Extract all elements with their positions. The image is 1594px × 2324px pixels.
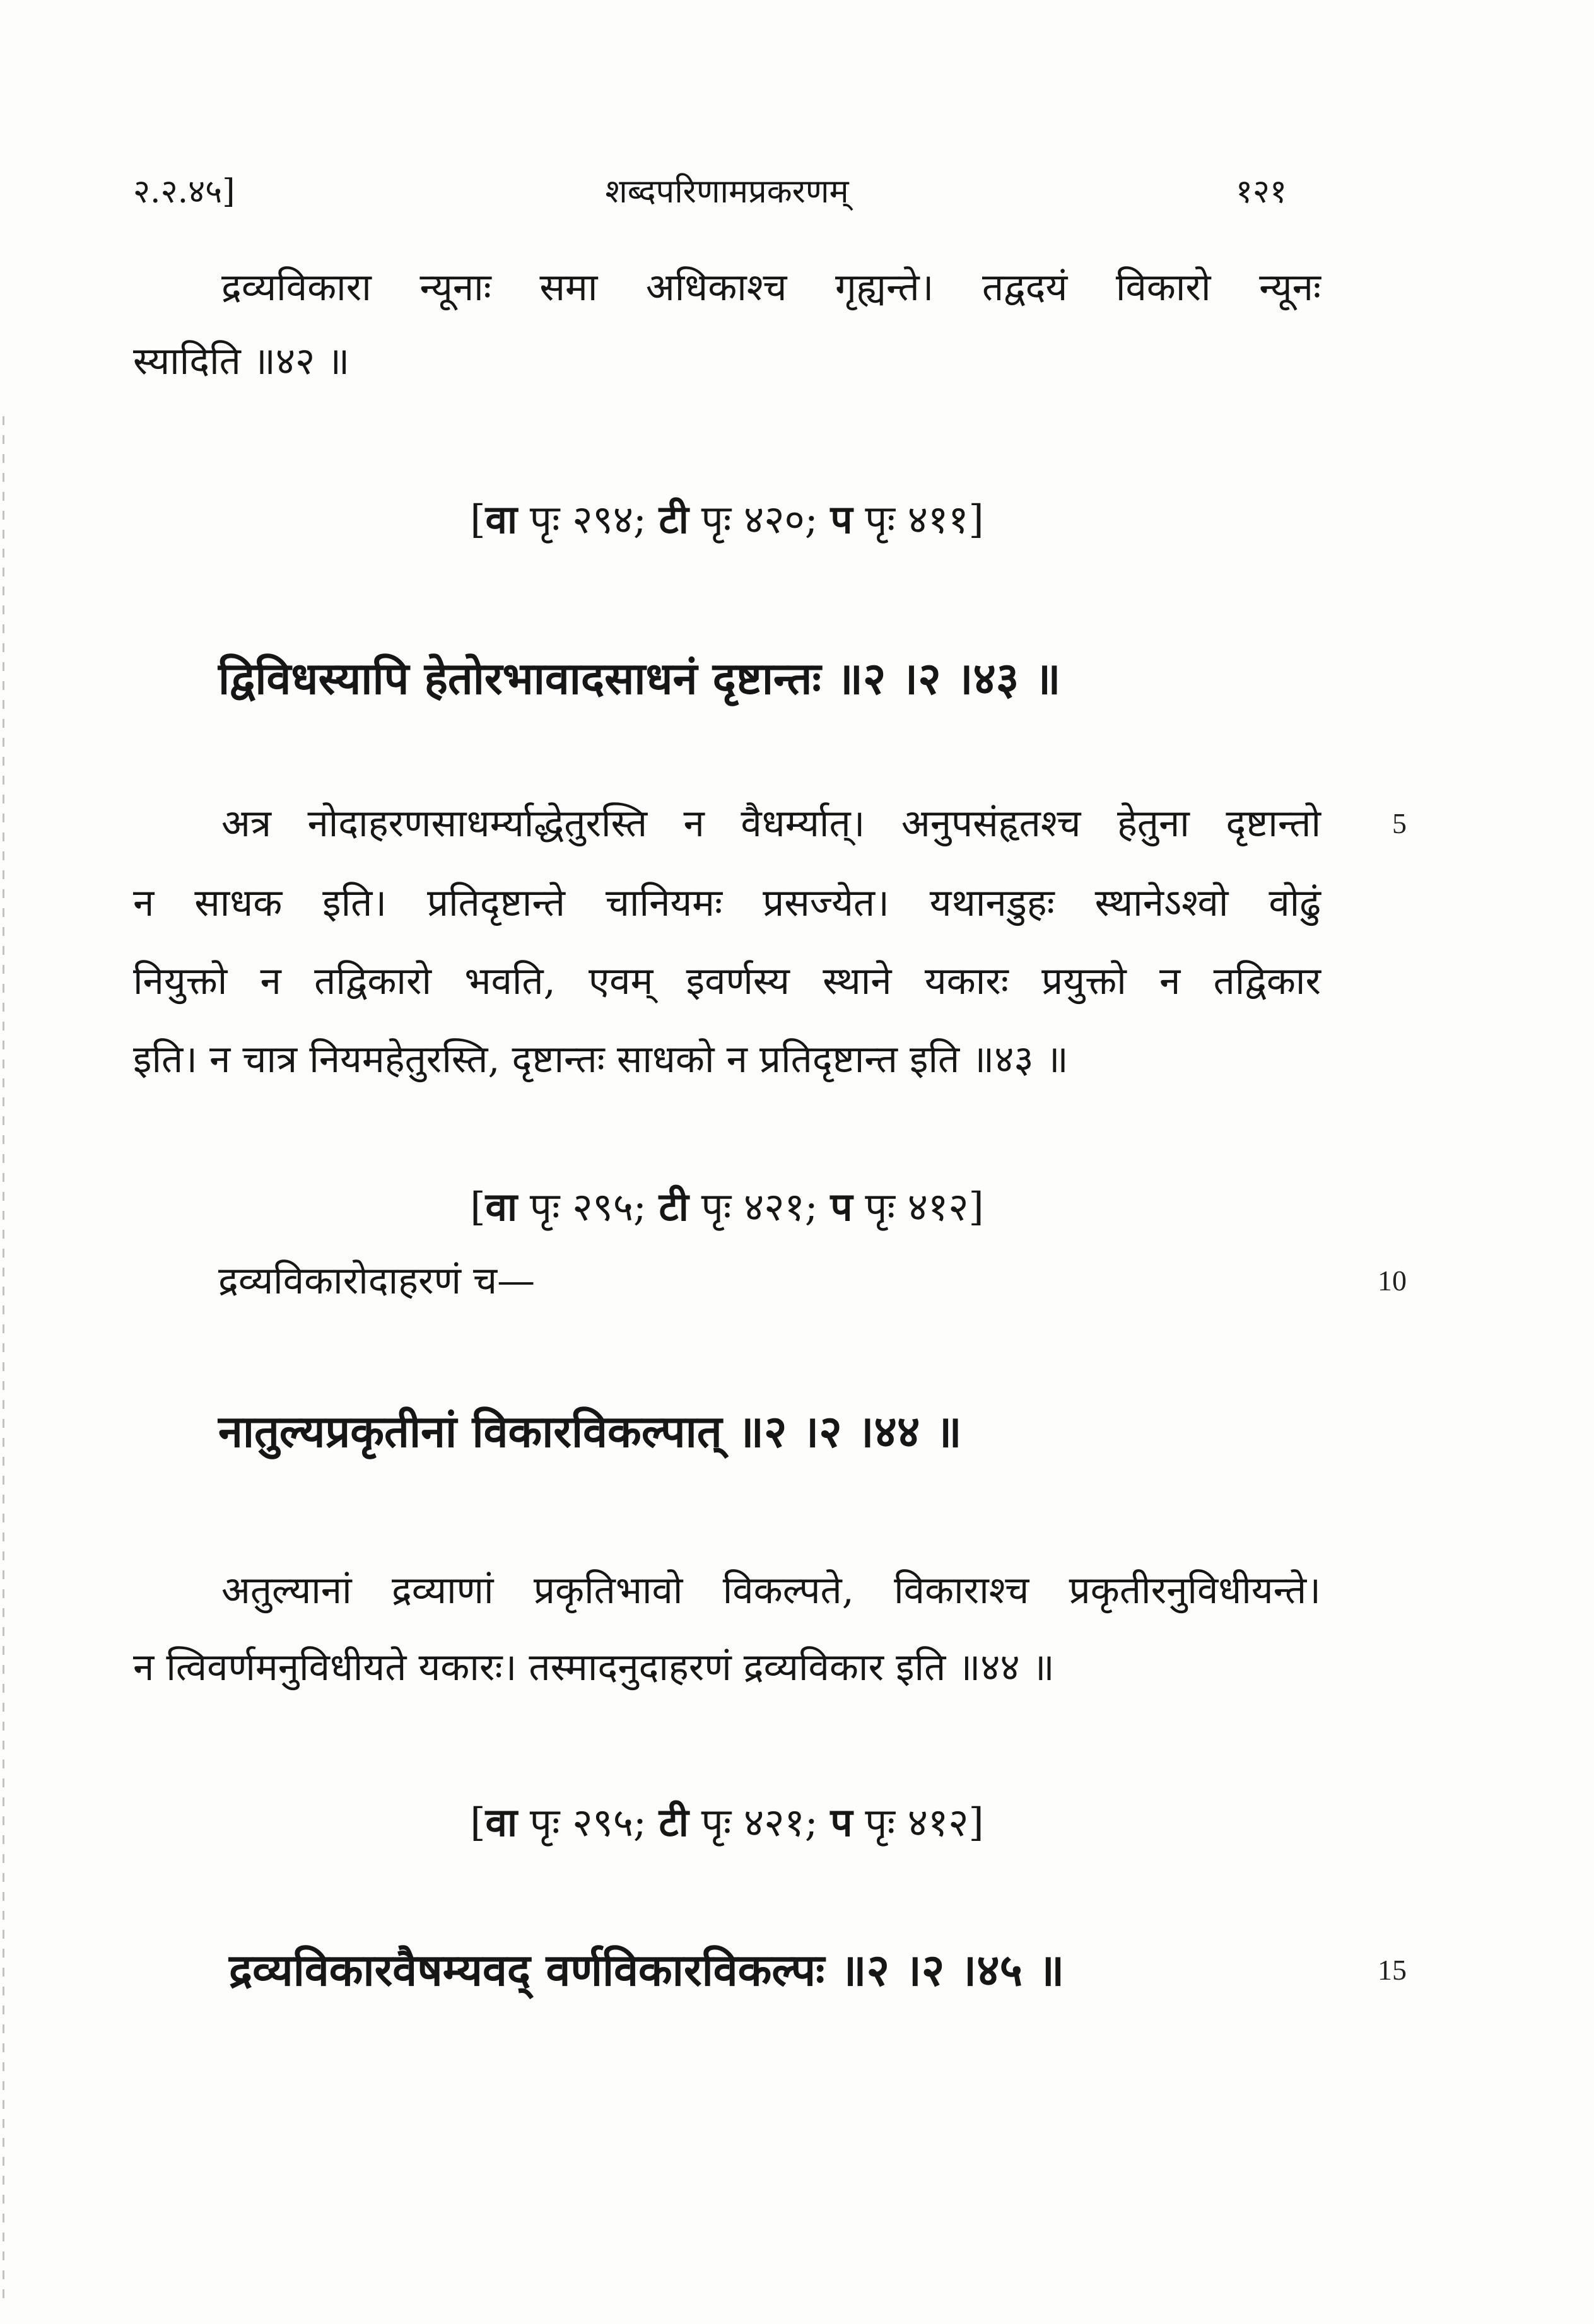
reference-1-va: वा [485, 496, 518, 542]
reference-3-va-page: पृः २९५; [529, 1799, 647, 1845]
reference-2-va-page: पृः २९५; [529, 1184, 647, 1230]
header-page-number: १२१ [1235, 173, 1287, 211]
commentary-42-line-1: द्रव्यविकारा न्यूनाः समा अधिकाश्च गृह्यन्ते। तद्वदयं विकारो न्यूनः [221, 266, 1321, 310]
commentary-43-line-3: नियुक्तो न तद्विकारो भवति, एवम् इवर्णस्य स्थाने यकारः प्रयुक्तो न तद्विकार [133, 959, 1321, 1003]
reference-1 [133, 493, 1321, 546]
reference-1-pa-page: पृः ४११ [865, 496, 969, 542]
commentary-44-line-1: अतुल्यानां द्रव्याणां प्रकृतिभावो विकल्पते, विकाराश्च प्रकृतीरनुविधीयन्ते। [221, 1568, 1321, 1613]
margin-line-number-5: 5 [1392, 807, 1407, 839]
reference-1-close: ] [968, 496, 984, 542]
commentary-42-line-2: स्यादिति ॥४२ ॥ [133, 339, 350, 383]
reference-3 [133, 1796, 1321, 1849]
reference-2-pa: प [830, 1184, 853, 1230]
reference-2-va: वा [485, 1184, 518, 1230]
reference-2 [133, 1181, 1321, 1234]
commentary-44-line-2: न त्विवर्णमनुविधीयते यकारः। तस्मादनुदाहरणं द्रव्यविकार इति ॥४४ ॥ [133, 1645, 1055, 1690]
intro-44: द्रव्यविकारोदाहरणं च— [218, 1259, 536, 1303]
reference-3-close: ] [968, 1799, 984, 1845]
commentary-43-line-1: अत्र नोदाहरणसाधर्म्याद्धेतुरस्ति न वैधर्म्यात्। अनुपसंहृतश्च हेतुना दृष्टान्तो [221, 802, 1321, 846]
reference-3-open: [ [470, 1799, 486, 1845]
reference-1-pa: प [830, 496, 853, 542]
reference-3-ti-page: पृः ४२१; [701, 1799, 818, 1845]
scan-binding-edge [3, 416, 4, 2308]
sutra-45: द्रव्यविकारवैषम्यवद् वर्णविकारविकल्पः ॥२ ।२ ।४५ ॥ [229, 1944, 1065, 1996]
header-chapter-title: शब्दपरिणामप्रकरणम् [605, 173, 849, 211]
margin-line-number-10: 10 [1378, 1264, 1407, 1297]
margin-line-number-15: 15 [1378, 1954, 1407, 1986]
reference-2-ti-page: पृः ४२१; [701, 1184, 818, 1230]
reference-2-ti: टी [659, 1184, 689, 1230]
reference-1-ti: टी [659, 496, 689, 542]
reference-3-va: वा [485, 1799, 518, 1845]
reference-3-pa: प [830, 1799, 853, 1845]
commentary-43-line-2: न साधक इति। प्रतिदृष्टान्ते चानियमः प्रसज्येत। यथानडुहः स्थानेऽश्वो वोढुं [133, 881, 1321, 925]
commentary-43-line-4: इति। न चात्र नियमहेतुरस्ति, दृष्टान्तः साधको न प्रतिदृष्टान्त इति ॥४३ ॥ [133, 1037, 1069, 1082]
reference-1-va-page: पृः २९४; [529, 496, 647, 542]
reference-2-open: [ [470, 1184, 486, 1230]
reference-2-close: ] [968, 1184, 984, 1230]
header-section-ref: २.२.४५] [133, 173, 235, 211]
sutra-44: नातुल्यप्रकृतीनां विकारविकल्पात् ॥२ ।२ ।४४ ॥ [218, 1406, 962, 1457]
reference-2-pa-page: पृः ४१२ [865, 1184, 969, 1230]
reference-3-ti: टी [659, 1799, 689, 1845]
reference-3-pa-page: पृः ४१२ [865, 1799, 969, 1845]
reference-1-ti-page: पृः ४२०; [701, 496, 818, 542]
sutra-43: द्विविधस्यापि हेतोरभावादसाधनं दृष्टान्तः ॥२ ।२ ।४३ ॥ [218, 653, 1061, 704]
reference-1-open: [ [470, 496, 486, 542]
